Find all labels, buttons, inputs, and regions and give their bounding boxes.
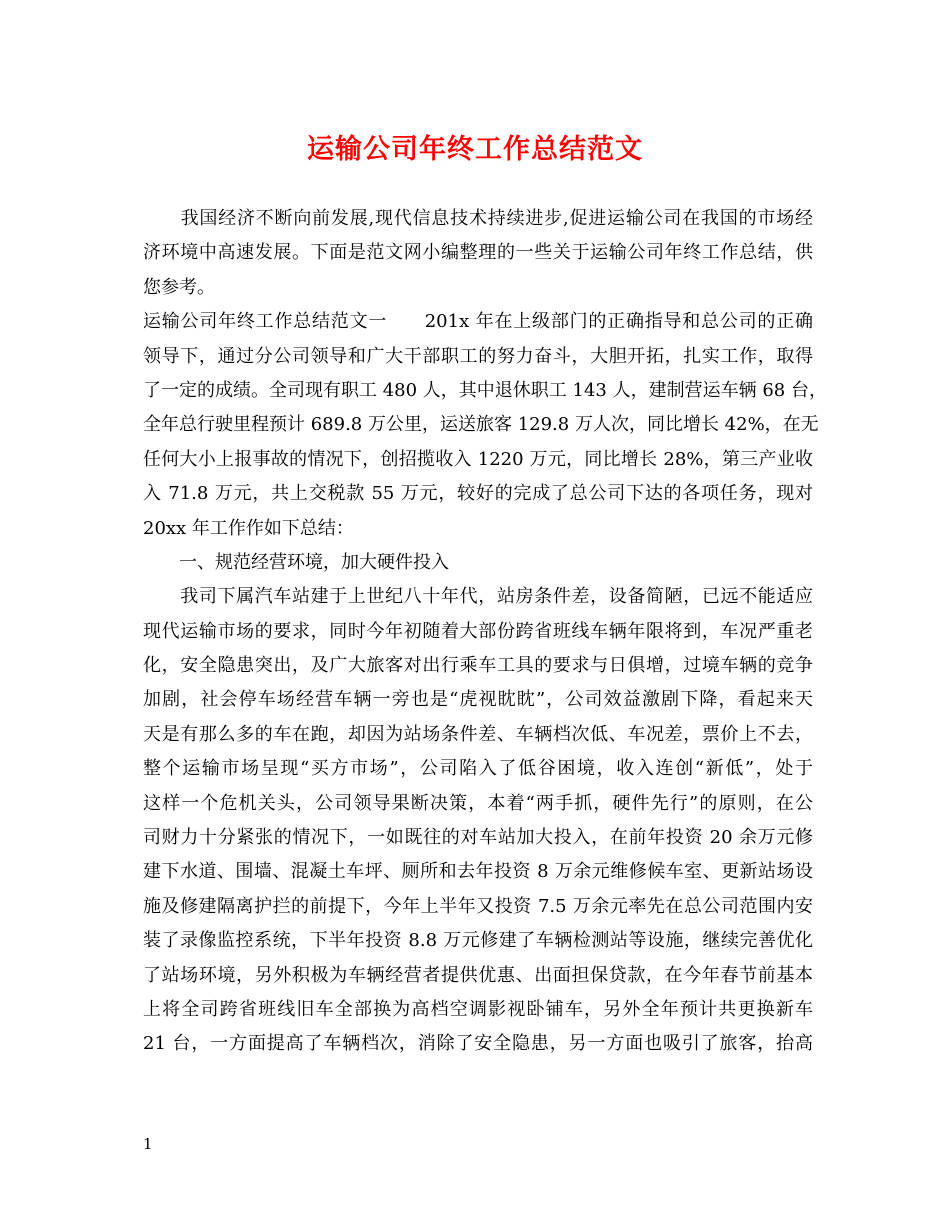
body-line: 加剧，社会停车场经营车辆一旁也是“虎视眈眈”，公司效益激剧下降，看起来天 xyxy=(143,689,813,711)
body-line: 装了录像监控系统，下半年投资 8.8 万元修建了车辆检测站等设施，继续完善优化 xyxy=(143,930,813,952)
body-line: 了一定的成绩。全司现有职工 480 人，其中退休职工 143 人，建制营运车辆 68 台， xyxy=(143,379,827,401)
document-body xyxy=(143,202,827,1062)
body-line: 21 台，一方面提高了车辆档次，消除了安全隐患，另一方面也吸引了旅客，抬高 xyxy=(143,1033,813,1055)
body-line: 入 71.8 万元，共上交税款 55 万元，较好的完成了总公司下达的各项任务，现对 xyxy=(143,483,813,505)
page-number: 1 xyxy=(143,1135,153,1153)
body-line: 济环境中高速发展。下面是范文网小编整理的一些关于运输公司年终工作总结，供 xyxy=(143,242,813,264)
body-line: 整个运输市场呈现“买方市场”，公司陷入了低谷困境，收入连创“新低”，处于 xyxy=(143,758,813,780)
body-line: 任何大小上报事故的情况下，创招揽收入 1220 万元，同比增长 28%，第三产业收 xyxy=(143,448,813,470)
body-line: 我司下属汽车站建于上世纪八十年代，站房条件差，设备简陋，已远不能适应 xyxy=(143,586,813,608)
body-line: 建下水道、围墙、混凝土车坪、厕所和去年投资 8 万余元维修候车室、更新站场设 xyxy=(143,861,813,883)
body-line: 全年总行驶里程预计 689.8 万公里，运送旅客 129.8 万人次，同比增长 42%，在无 xyxy=(143,414,819,436)
body-line: 一、规范经营环境，加大硬件投入 xyxy=(143,551,449,573)
body-line: 司财力十分紧张的情况下，一如既往的对车站加大投入，在前年投资 20 余万元修 xyxy=(143,827,813,849)
body-line: 了站场环境，另外积极为车辆经营者提供优惠、出面担保贷款，在今年春节前基本 xyxy=(143,964,813,986)
body-line: 施及修建隔离护拦的前提下，今年上半年又投资 7.5 万余元率先在总公司范围内安 xyxy=(143,895,813,917)
body-line: 上将全司跨省班线旧车全部换为高档空调影视卧铺车，另外全年预计共更换新车 xyxy=(143,998,813,1020)
body-line: 运输公司年终工作总结范文一 201x 年在上级部门的正确指导和总公司的正确 xyxy=(143,311,813,333)
body-line: 现代运输市场的要求，同时今年初随着大部份跨省班线车辆年限将到，车况严重老 xyxy=(143,620,813,642)
body-line: 这样一个危机关头，公司领导果断决策，本着“两手抓，硬件先行”的原则，在公 xyxy=(143,792,813,814)
body-line: 领导下，通过分公司领导和广大干部职工的努力奋斗，大胆开拓，扎实工作，取得 xyxy=(143,345,813,367)
body-line: 化，安全隐患突出，及广大旅客对出行乘车工具的要求与日俱增，过境车辆的竞争 xyxy=(143,655,813,677)
document-title: 运输公司年终工作总结范文 xyxy=(307,134,643,165)
body-line: 我国经济不断向前发展,现代信息技术持续进步,促进运输公司在我国的市场经 xyxy=(143,208,813,229)
body-line: 您参考。 xyxy=(143,276,215,298)
body-line: 20xx 年工作作如下总结： xyxy=(143,517,354,539)
body-line: 天是有那么多的车在跑，却因为站场条件差、车辆档次低、车况差，票价上不去， xyxy=(143,723,813,745)
